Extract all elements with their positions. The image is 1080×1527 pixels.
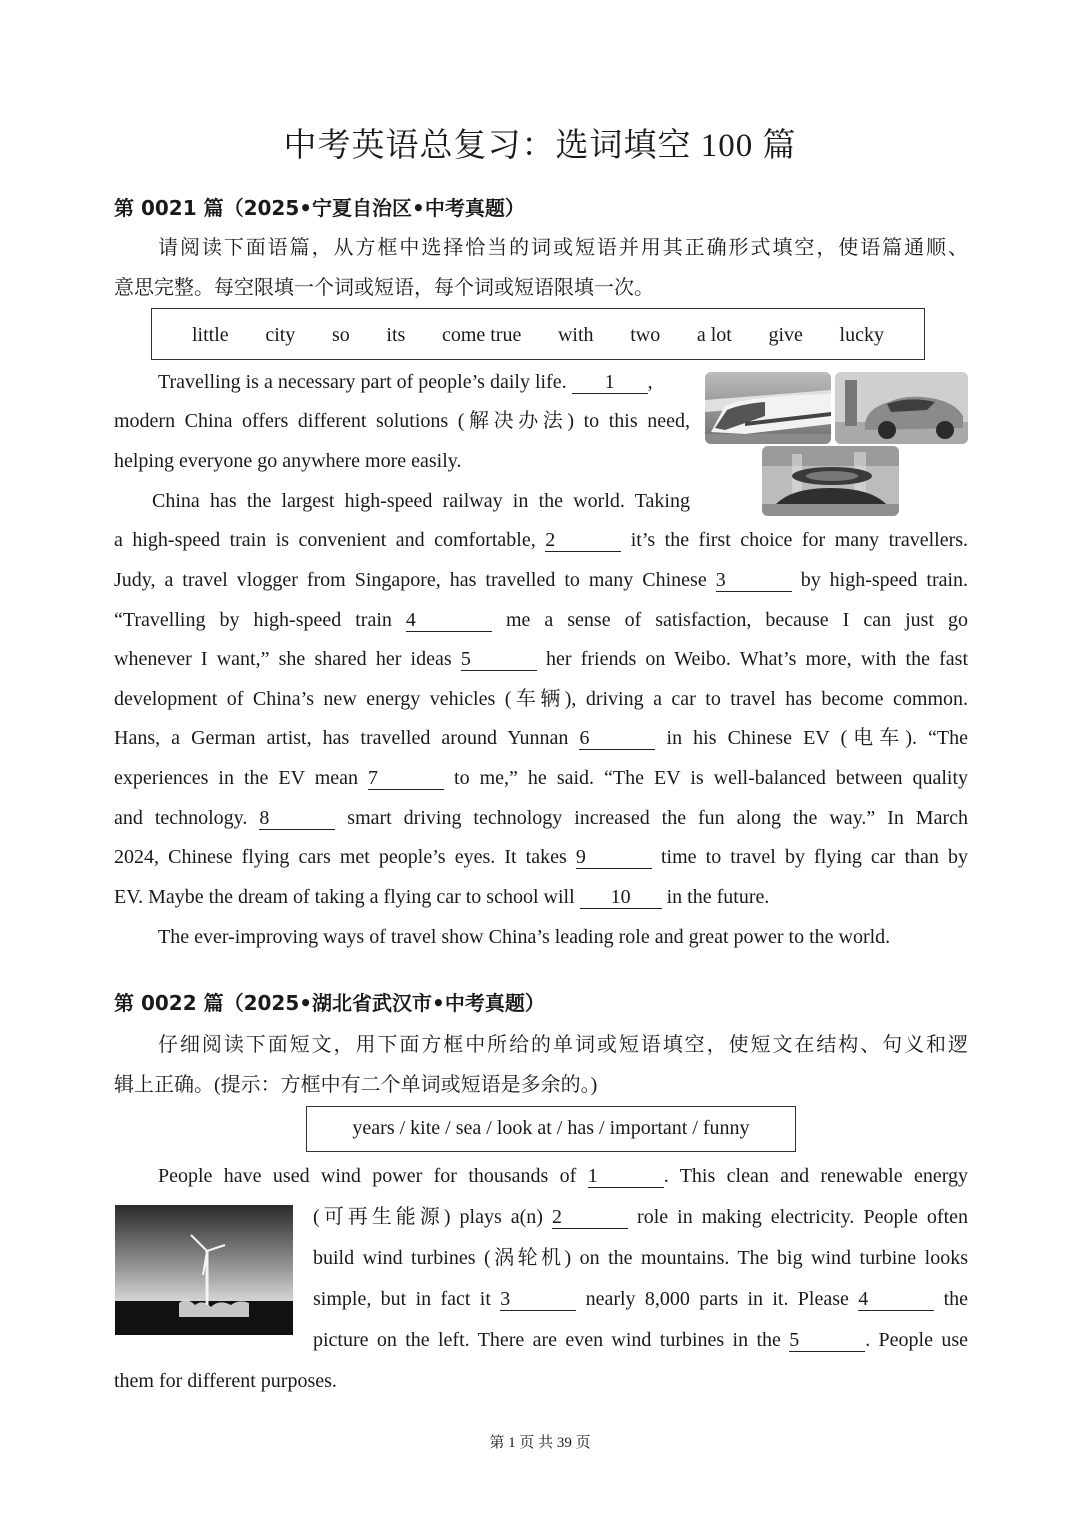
blank-5[interactable]: 5: [461, 648, 537, 671]
passage-1-line-9: development of China’s new energy vehicles (车辆), driving a car to travel has become common.: [114, 688, 968, 710]
passage-2-line-6: them for different purposes.: [114, 1370, 337, 1392]
blank-1[interactable]: 1: [588, 1165, 664, 1188]
word-option: lucky: [839, 324, 884, 346]
passage-2-line-2: (可再生能源) plays a(n) 2 role in making electricity. People often: [313, 1206, 968, 1228]
passage-1-line-15: The ever-improving ways of travel show China’s leading role and great power to the world.: [158, 926, 891, 948]
blank-2[interactable]: 2: [552, 1206, 628, 1229]
word-box-1: [151, 308, 925, 360]
word-option: little: [192, 324, 229, 346]
flying-car-image: [762, 446, 899, 516]
passage-2-instruction-cont: 辑上正确。(提示：方框中有二个单词或短语是多余的。): [114, 1074, 598, 1096]
word-option: its: [386, 324, 406, 346]
passage-2-heading: 第 0022 篇（2025•湖北省武汉市•中考真题）: [114, 991, 545, 1015]
page-footer: 第 1 页 共 39 页: [489, 1435, 591, 1451]
word-option: so: [331, 324, 350, 346]
passage-2-line-5: picture on the left. There are even wind turbines in the 5 . People use: [313, 1329, 968, 1351]
word-option: give: [768, 324, 803, 346]
passage-1-line-11: experiences in the EV mean 7 to me,” he said. “The EV is well-balanced between quality: [114, 767, 969, 789]
blank-3[interactable]: 3: [500, 1288, 576, 1311]
passage-1-line-1: Travelling is a necessary part of people’s daily life. 1 ,: [158, 371, 653, 393]
passage-2-line-3: build wind turbines (涡轮机) on the mountains. The big wind turbine looks: [313, 1247, 968, 1269]
blank-2[interactable]: 2: [545, 529, 621, 552]
blank-8[interactable]: 8: [259, 807, 335, 830]
blank-10[interactable]: 10: [580, 886, 662, 909]
high-speed-train-image: [705, 372, 831, 444]
passage-2-line-1: People have used wind power for thousands of 1 . This clean and renewable energy: [158, 1165, 969, 1187]
passage-1-instruction: 请阅读下面语篇，从方框中选择恰当的词或短语并用其正确形式填空，使语篇通顺、: [158, 237, 968, 259]
blank-6[interactable]: 6: [579, 727, 655, 750]
passage-1-line-2: modern China offers different solutions (解决办法) to this need,: [114, 410, 690, 432]
passage-1-line-12: and technology. 8 smart driving technology increased the fun along the way.” In March: [114, 807, 969, 829]
blank-3[interactable]: 3: [716, 569, 792, 592]
wind-turbine-image: [115, 1205, 293, 1335]
blank-4[interactable]: 4: [858, 1288, 934, 1311]
electric-car-image: [835, 372, 968, 444]
blank-4[interactable]: 4: [406, 609, 492, 632]
passage-1-line-3: helping everyone go anywhere more easily.: [114, 450, 462, 472]
passage-2-instruction: 仔细阅读下面短文，用下面方框中所给的单词或短语填空，使短文在结构、句义和逻: [158, 1034, 968, 1056]
blank-1[interactable]: 1: [572, 371, 648, 394]
passage-1-line-13: 2024, Chinese flying cars met people’s eyes. It takes 9 time to travel by flying car than by: [114, 846, 968, 868]
passage-2-line-4: simple, but in fact it 3 nearly 8,000 parts in it. Please 4 the: [313, 1288, 969, 1310]
passage-1-line-6: Judy, a travel vlogger from Singapore, has travelled to many Chinese 3 by high-speed train.: [114, 569, 969, 591]
passage-1-heading: 第 0021 篇（2025•宁夏自治区•中考真题）: [114, 196, 525, 220]
word-option: a lot: [696, 324, 732, 346]
word-box-2: years / kite / sea / look at / has / important / funny: [306, 1106, 796, 1152]
page-title: 中考英语总复习：选词填空 100 篇: [283, 128, 797, 164]
blank-5[interactable]: 5: [789, 1329, 865, 1352]
word-option: city: [265, 324, 296, 346]
passage-1-line-7: “Travelling by high-speed train 4 me a sense of satisfaction, because I can just go: [114, 609, 968, 631]
passage-1-line-10: Hans, a German artist, has travelled around Yunnan 6 in his Chinese EV (电车). “The: [114, 727, 969, 749]
word-option: come true: [441, 324, 522, 346]
word-option: with: [557, 324, 594, 346]
passage-1-line-4: China has the largest high-speed railway in the world. Taking: [152, 490, 690, 512]
passage-1-line-14: EV. Maybe the dream of taking a flying car to school will 10 in the future.: [114, 886, 770, 908]
blank-9[interactable]: 9: [576, 846, 652, 869]
passage-1-line-5: a high-speed train is convenient and comfortable, 2 it’s the first choice for many travellers.: [114, 529, 969, 551]
passage-1-line-8: whenever I want,” she shared her ideas 5 her friends on Weibo. What’s more, with the fast: [114, 648, 969, 670]
passage-1-instruction-cont: 意思完整。每空限填一个词或短语，每个词或短语限填一次。: [114, 277, 654, 299]
blank-7[interactable]: 7: [368, 767, 444, 790]
word-option: two: [630, 324, 661, 346]
